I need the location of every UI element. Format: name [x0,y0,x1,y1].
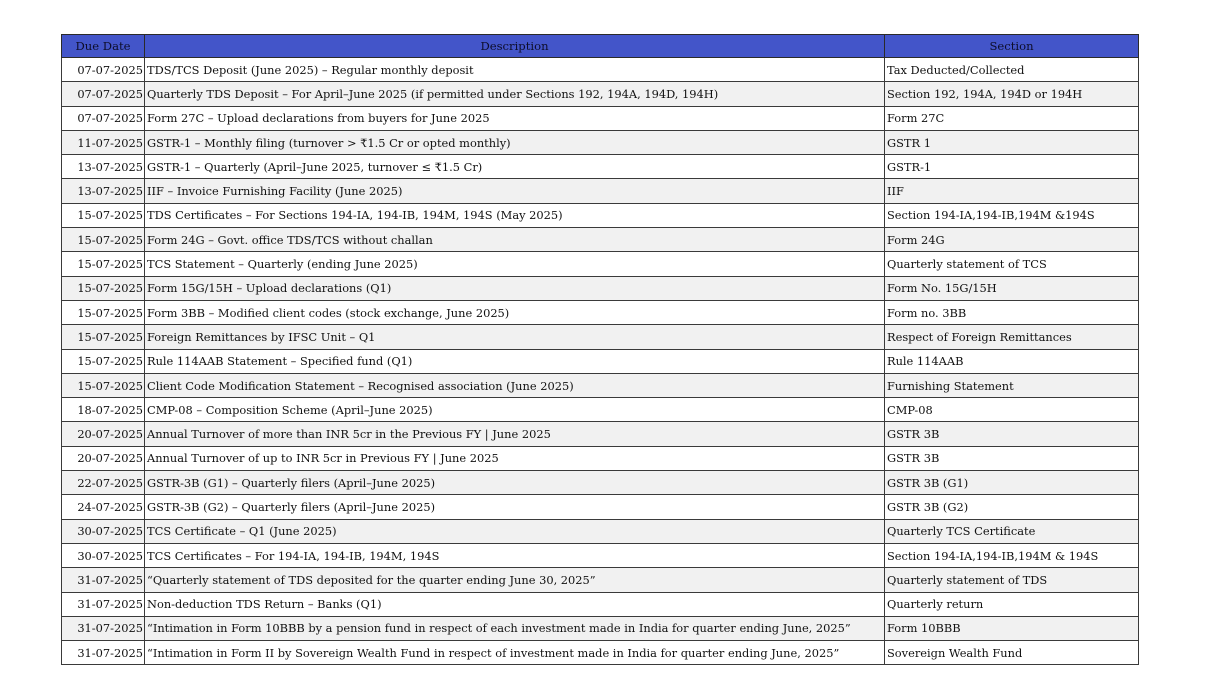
description-cell: IIF – Invoice Furnishing Facility (June 2025) [145,179,885,203]
table-row [62,446,1139,470]
description-cell: Form 15G/15H – Upload declarations (Q1) [145,276,885,300]
section-cell: Respect of Foreign Remittances [885,325,1139,349]
due-date-cell: 15-07-2025 [62,373,145,397]
table-row [62,228,1139,252]
description-cell: GSTR-1 – Quarterly (April–June 2025, turnover ≤ ₹1.5 Cr) [145,155,885,179]
due-date-cell: 15-07-2025 [62,203,145,227]
description-cell: “Intimation in Form 10BBB by a pension fund in respect of each investment made in India for quarter ending June, 2025” [145,616,885,640]
section-cell: Section 194-IA,194-IB,194M &194S [885,203,1139,227]
description-cell: Form 3BB – Modified client codes (stock exchange, June 2025) [145,300,885,324]
description-cell: Annual Turnover of up to INR 5cr in Previous FY | June 2025 [145,446,885,470]
table-row [62,203,1139,227]
description-cell: Form 27C – Upload declarations from buyers for June 2025 [145,106,885,130]
description-cell: “Quarterly statement of TDS deposited for the quarter ending June 30, 2025” [145,568,885,592]
table-row [62,495,1139,519]
due-date-cell: 31-07-2025 [62,568,145,592]
description-cell: Form 24G – Govt. office TDS/TCS without challan [145,228,885,252]
description-cell: Annual Turnover of more than INR 5cr in the Previous FY | June 2025 [145,422,885,446]
table-header-row [62,35,1139,58]
due-date-cell: 30-07-2025 [62,543,145,567]
table-row [62,519,1139,543]
section-cell: Rule 114AAB [885,349,1139,373]
due-dates-table [61,34,1139,665]
description-cell: TDS Certificates – For Sections 194-IA, 194-IB, 194M, 194S (May 2025) [145,203,885,227]
table-row [62,641,1139,665]
header-description: Description [145,35,885,58]
section-cell: Sovereign Wealth Fund [885,641,1139,665]
due-date-cell: 20-07-2025 [62,422,145,446]
table-row [62,616,1139,640]
table-row [62,82,1139,106]
due-date-cell: 24-07-2025 [62,495,145,519]
table-row [62,325,1139,349]
description-cell: Foreign Remittances by IFSC Unit – Q1 [145,325,885,349]
section-cell: GSTR 3B (G2) [885,495,1139,519]
due-date-cell: 11-07-2025 [62,130,145,154]
header-section: Section [885,35,1139,58]
due-date-cell: 07-07-2025 [62,82,145,106]
section-cell: IIF [885,179,1139,203]
table-row [62,106,1139,130]
description-cell: TCS Statement – Quarterly (ending June 2025) [145,252,885,276]
description-cell: CMP-08 – Composition Scheme (April–June 2025) [145,398,885,422]
table-row [62,130,1139,154]
section-cell: Quarterly statement of TDS [885,568,1139,592]
table-row [62,592,1139,616]
due-date-cell: 13-07-2025 [62,155,145,179]
due-date-cell: 31-07-2025 [62,592,145,616]
table-row [62,155,1139,179]
due-dates-table-container [61,34,1138,665]
due-date-cell: 20-07-2025 [62,446,145,470]
due-date-cell: 15-07-2025 [62,252,145,276]
table-row [62,422,1139,446]
description-cell: TDS/TCS Deposit (June 2025) – Regular monthly deposit [145,58,885,82]
due-date-cell: 15-07-2025 [62,228,145,252]
due-date-cell: 07-07-2025 [62,106,145,130]
due-date-cell: 13-07-2025 [62,179,145,203]
section-cell: Quarterly TCS Certificate [885,519,1139,543]
section-cell: Furnishing Statement [885,373,1139,397]
table-row [62,179,1139,203]
section-cell: Form No. 15G/15H [885,276,1139,300]
table-row [62,276,1139,300]
description-cell: Quarterly TDS Deposit – For April–June 2025 (if permitted under Sections 192, 194A, 194D, 194H) [145,82,885,106]
section-cell: Quarterly return [885,592,1139,616]
description-cell: Rule 114AAB Statement – Specified fund (Q1) [145,349,885,373]
table-row [62,58,1139,82]
due-date-cell: 15-07-2025 [62,325,145,349]
table-row [62,349,1139,373]
section-cell: GSTR 3B [885,422,1139,446]
section-cell: Section 194-IA,194-IB,194M & 194S [885,543,1139,567]
description-cell: TCS Certificates – For 194-IA, 194-IB, 194M, 194S [145,543,885,567]
table-row [62,543,1139,567]
description-cell: GSTR-3B (G2) – Quarterly filers (April–June 2025) [145,495,885,519]
description-cell: GSTR-1 – Monthly filing (turnover > ₹1.5 Cr or opted monthly) [145,130,885,154]
due-date-cell: 30-07-2025 [62,519,145,543]
header-due-date: Due Date [62,35,145,58]
description-cell: Client Code Modification Statement – Recognised association (June 2025) [145,373,885,397]
due-date-cell: 15-07-2025 [62,276,145,300]
section-cell: CMP-08 [885,398,1139,422]
due-date-cell: 31-07-2025 [62,641,145,665]
table-row [62,568,1139,592]
section-cell: Form 10BBB [885,616,1139,640]
table-row [62,373,1139,397]
section-cell: Form 24G [885,228,1139,252]
due-date-cell: 15-07-2025 [62,300,145,324]
section-cell: Form no. 3BB [885,300,1139,324]
section-cell: Tax Deducted/Collected [885,58,1139,82]
due-date-cell: 07-07-2025 [62,58,145,82]
description-cell: “Intimation in Form II by Sovereign Wealth Fund in respect of investment made in India for quarter ending June, 2025” [145,641,885,665]
table-row [62,398,1139,422]
section-cell: GSTR-1 [885,155,1139,179]
description-cell: TCS Certificate – Q1 (June 2025) [145,519,885,543]
table-body [62,58,1139,665]
due-date-cell: 15-07-2025 [62,349,145,373]
table-row [62,252,1139,276]
due-date-cell: 18-07-2025 [62,398,145,422]
due-date-cell: 22-07-2025 [62,471,145,495]
description-cell: Non-deduction TDS Return – Banks (Q1) [145,592,885,616]
section-cell: GSTR 3B [885,446,1139,470]
section-cell: GSTR 3B (G1) [885,471,1139,495]
section-cell: Form 27C [885,106,1139,130]
table-row [62,471,1139,495]
section-cell: Section 192, 194A, 194D or 194H [885,82,1139,106]
table-row [62,300,1139,324]
section-cell: GSTR 1 [885,130,1139,154]
section-cell: Quarterly statement of TCS [885,252,1139,276]
description-cell: GSTR-3B (G1) – Quarterly filers (April–June 2025) [145,471,885,495]
due-date-cell: 31-07-2025 [62,616,145,640]
